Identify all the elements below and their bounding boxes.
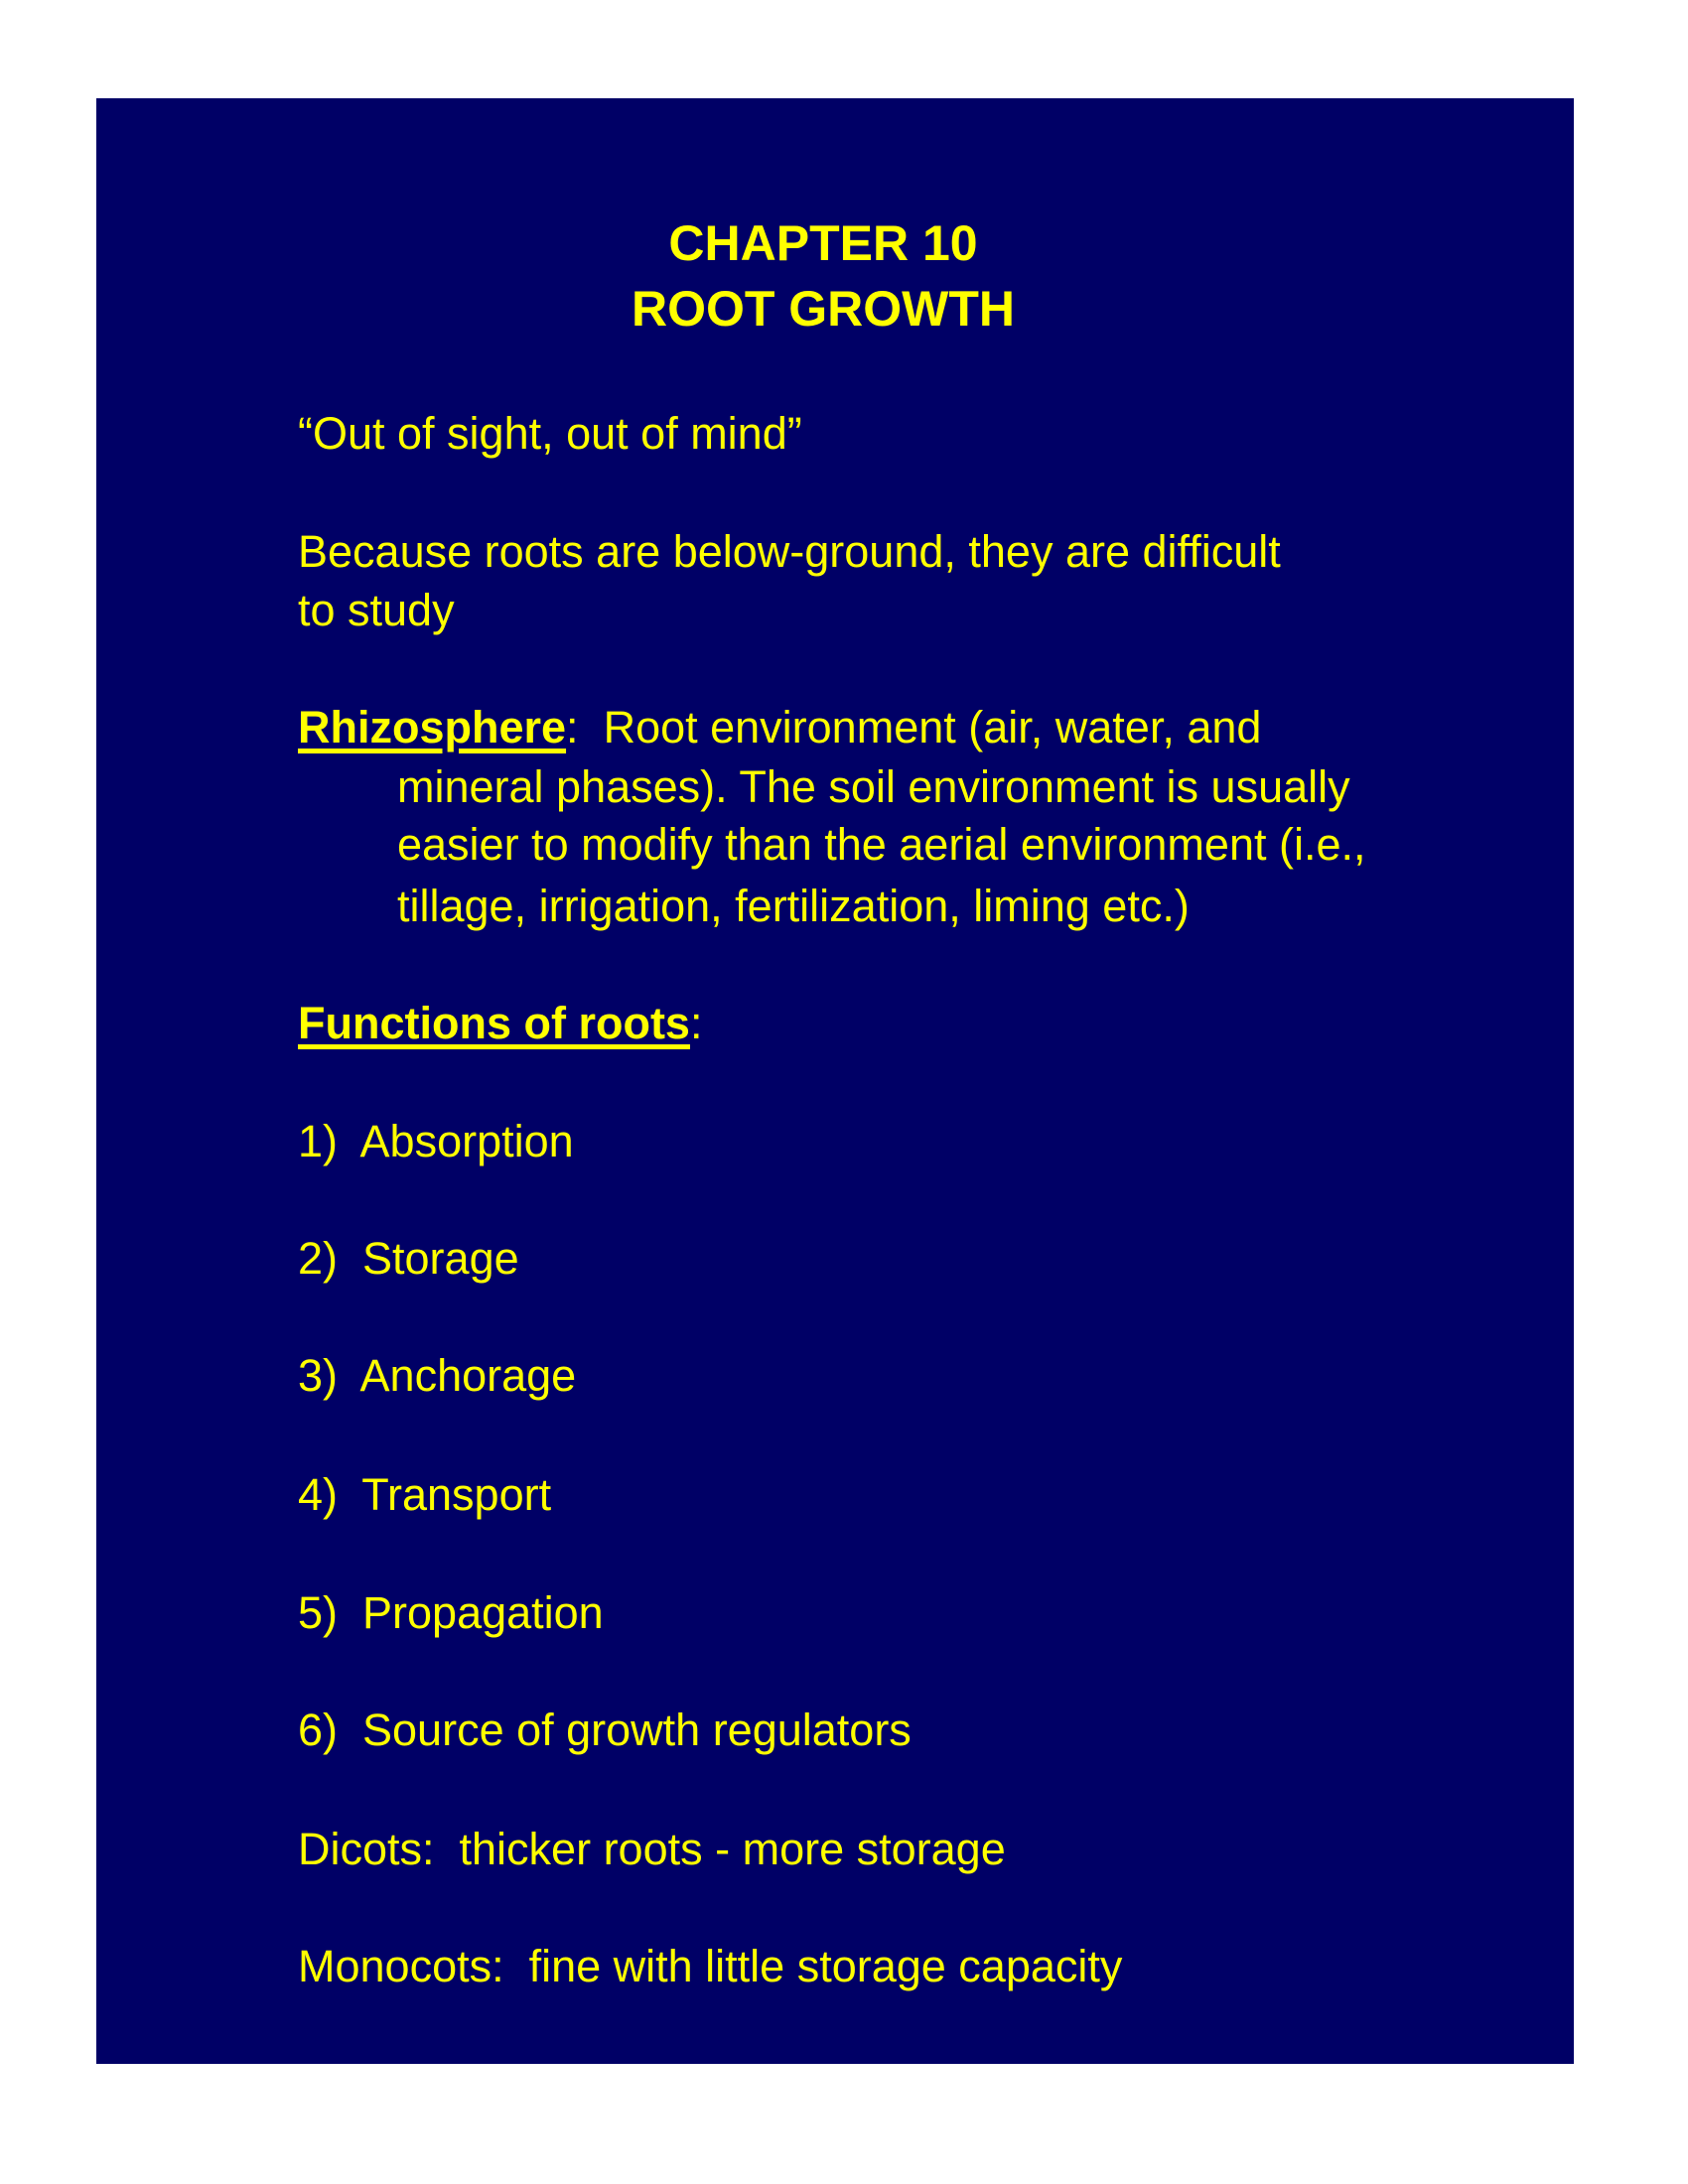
function-item: 3) Anchorage	[298, 1350, 577, 1401]
slide	[96, 98, 1574, 2064]
because-line-1: Because roots are below-ground, they are difficult	[298, 526, 1281, 577]
function-item: 4) Transport	[298, 1469, 552, 1520]
rhizosphere-term: Rhizosphere	[298, 702, 567, 752]
function-item: 1) Absorption	[298, 1116, 574, 1166]
chapter-title: ROOT GROWTH	[631, 281, 1016, 337]
because-line-2: to study	[298, 585, 455, 635]
rhizosphere-line-1	[298, 702, 1261, 753]
dicots-note: Dicots: thicker roots - more storage	[298, 1824, 1006, 1874]
function-item: 5) Propagation	[298, 1587, 604, 1638]
function-item: 6) Source of growth regulators	[298, 1705, 912, 1755]
colon: :	[689, 998, 703, 1048]
functions-heading-line	[298, 998, 702, 1049]
rhizosphere-line-4: tillage, irrigation, fertilization, liming etc.)	[397, 881, 1190, 931]
monocots-note: Monocots: fine with little storage capacity	[298, 1941, 1123, 1991]
rhizosphere-line-3: easier to modify than the aerial environment (i.e.,	[397, 819, 1366, 870]
rhizosphere-definition: Root environment (air, water, and	[578, 702, 1262, 752]
quote: “Out of sight, out of mind”	[298, 408, 802, 459]
function-item: 2) Storage	[298, 1233, 519, 1284]
rhizosphere-line-2: mineral phases). The soil environment is usually	[397, 761, 1350, 812]
chapter-number: CHAPTER 10	[668, 215, 978, 271]
colon: :	[566, 702, 579, 752]
functions-heading: Functions of roots	[298, 998, 690, 1048]
